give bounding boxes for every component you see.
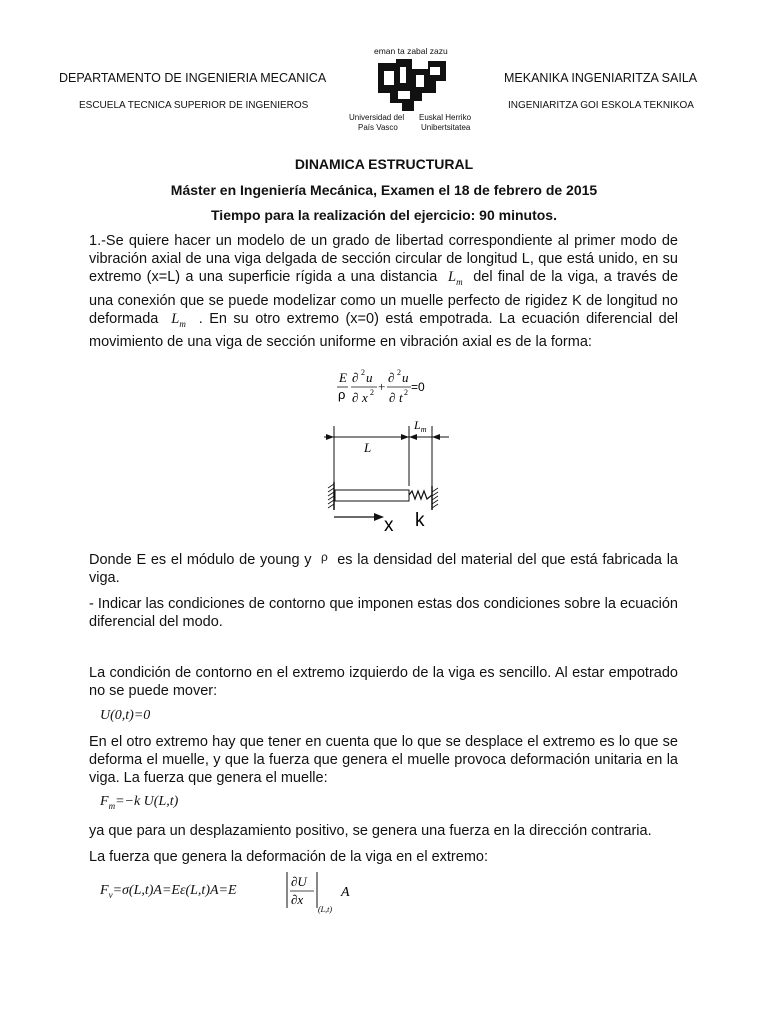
exam-title: Máster en Ingeniería Mecánica, Examen el 18 de febrero de 2015 [170,182,598,198]
lm-symbol: $L_m$ [447,269,463,288]
lm-symbol: $L_m$ [171,310,186,329]
right-wall-hatch [432,488,438,508]
svg-text:+: + [378,379,386,394]
time-title: Tiempo para la realización del ejercicio: 90 minutos. [211,207,557,223]
solution-paragraph-3: ya que para un desplazamiento positivo, se genera una fuerza en la dirección contraria. [89,823,652,839]
logo-motto: eman ta zabal zazu [374,46,448,56]
svg-text:∂U: ∂U [291,874,307,889]
label-Lm: $L_m$ [414,418,427,434]
label-x: x [384,515,394,536]
school-name-es: ESCUELA TECNICA SUPERIOR DE INGENIEROS [79,100,309,111]
spring-force-equation: $F_m=-k$ U(L,t) [100,794,179,811]
svg-text:2: 2 [404,388,408,397]
school-name-eu: INGENIARITZA GOI ESKOLA TEKNIKOA [508,100,694,111]
svg-text:2: 2 [361,368,365,377]
definitions-paragraph: Donde E es el módulo de young y $^\rho$ es la densidad del material del que está fabricada la viga. [89,550,678,587]
svg-text:∂: ∂ [389,390,396,405]
boundary-condition-1: U(0,t)=0 [100,708,151,723]
course-title: DINAMICA ESTRUCTURAL [294,156,474,172]
svg-text:(L,t): (L,t) [318,905,332,914]
problem-statement: 1.-Se quiere hacer un modelo de un grado de libertad correspondiente al primer modo de vibración axial de una viga delgada de sección circular de longitud L, que está unido, en su extremo (x=L) a una superficie rígida a una distancia $L_m$ del final de la viga, a través de una conexión que se puede modelizar como un muelle perfecto de rigidez K de longitud no deformada $L_m$ . En su otro extremo (x=0) está empotrada. La ecuación diferencial del movimiento de una viga de sección uniforme en vibración axial es de la forma: [89,233,679,350]
svg-text:x: x [362,390,368,405]
rho-symbol: ρ [320,550,328,564]
svg-text:t: t [399,390,403,405]
svg-text:u: u [402,370,409,385]
label-L: L [364,440,372,455]
svg-text:u: u [366,370,373,385]
derivative-term [284,870,354,916]
svg-text:=0: =0 [411,380,425,394]
dept-name-es: DEPARTAMENTO DE INGENIERIA MECANICA [59,71,327,85]
logo-university-eu: Euskal Herriko Unibertsitatea [419,113,472,132]
solution-paragraph-4: La fuerza que genera la deformación de la viga en el extremo: [89,849,488,865]
spring [409,491,432,499]
solution-paragraph-1: La condición de contorno en el extremo izquierdo de la viga es sencillo. Al estar empotrado no se puede mover: [89,665,678,700]
wave-equation [334,366,444,410]
svg-text:A: A [341,885,350,900]
svg-text:2: 2 [397,368,401,377]
arrowhead [432,434,440,440]
arrowhead [326,434,334,440]
svg-text:∂: ∂ [352,390,359,405]
svg-text:∂: ∂ [388,370,395,385]
eq-E: E [339,370,347,385]
label-k: k [415,510,425,531]
eq-rho: ρ [338,387,346,402]
beam [335,490,409,501]
university-logo [376,57,448,113]
arrowhead [401,434,409,440]
svg-text:∂x: ∂x [291,892,304,907]
arrowhead [409,434,417,440]
svg-text:∂: ∂ [352,370,359,385]
svg-text:2: 2 [370,388,374,397]
solution-paragraph-2: En el otro extremo hay que tener en cuenta que lo que se desplace el extremo es lo que se deforma el muelle, y que la fuerza que genera el muelle provoca deformación unitaria en la viga. La fuerza que genera el muelle: [89,734,678,787]
left-wall-hatch [328,484,334,508]
axis-arrowhead [374,513,384,521]
dept-name-eu: MEKANIKA INGENIARITZA SAILA [504,71,698,85]
beam-figure [316,414,456,536]
question-paragraph: - Indicar las condiciones de contorno que imponen estas dos condiciones sobre la ecuación diferencial del modo. [89,596,678,631]
logo-university-es: Universidad del País Vasco [349,113,405,132]
beam-force-equation: $F_v=\sigma(L,t)A=E\varepsilon(L,t)A=E$ [100,883,237,900]
